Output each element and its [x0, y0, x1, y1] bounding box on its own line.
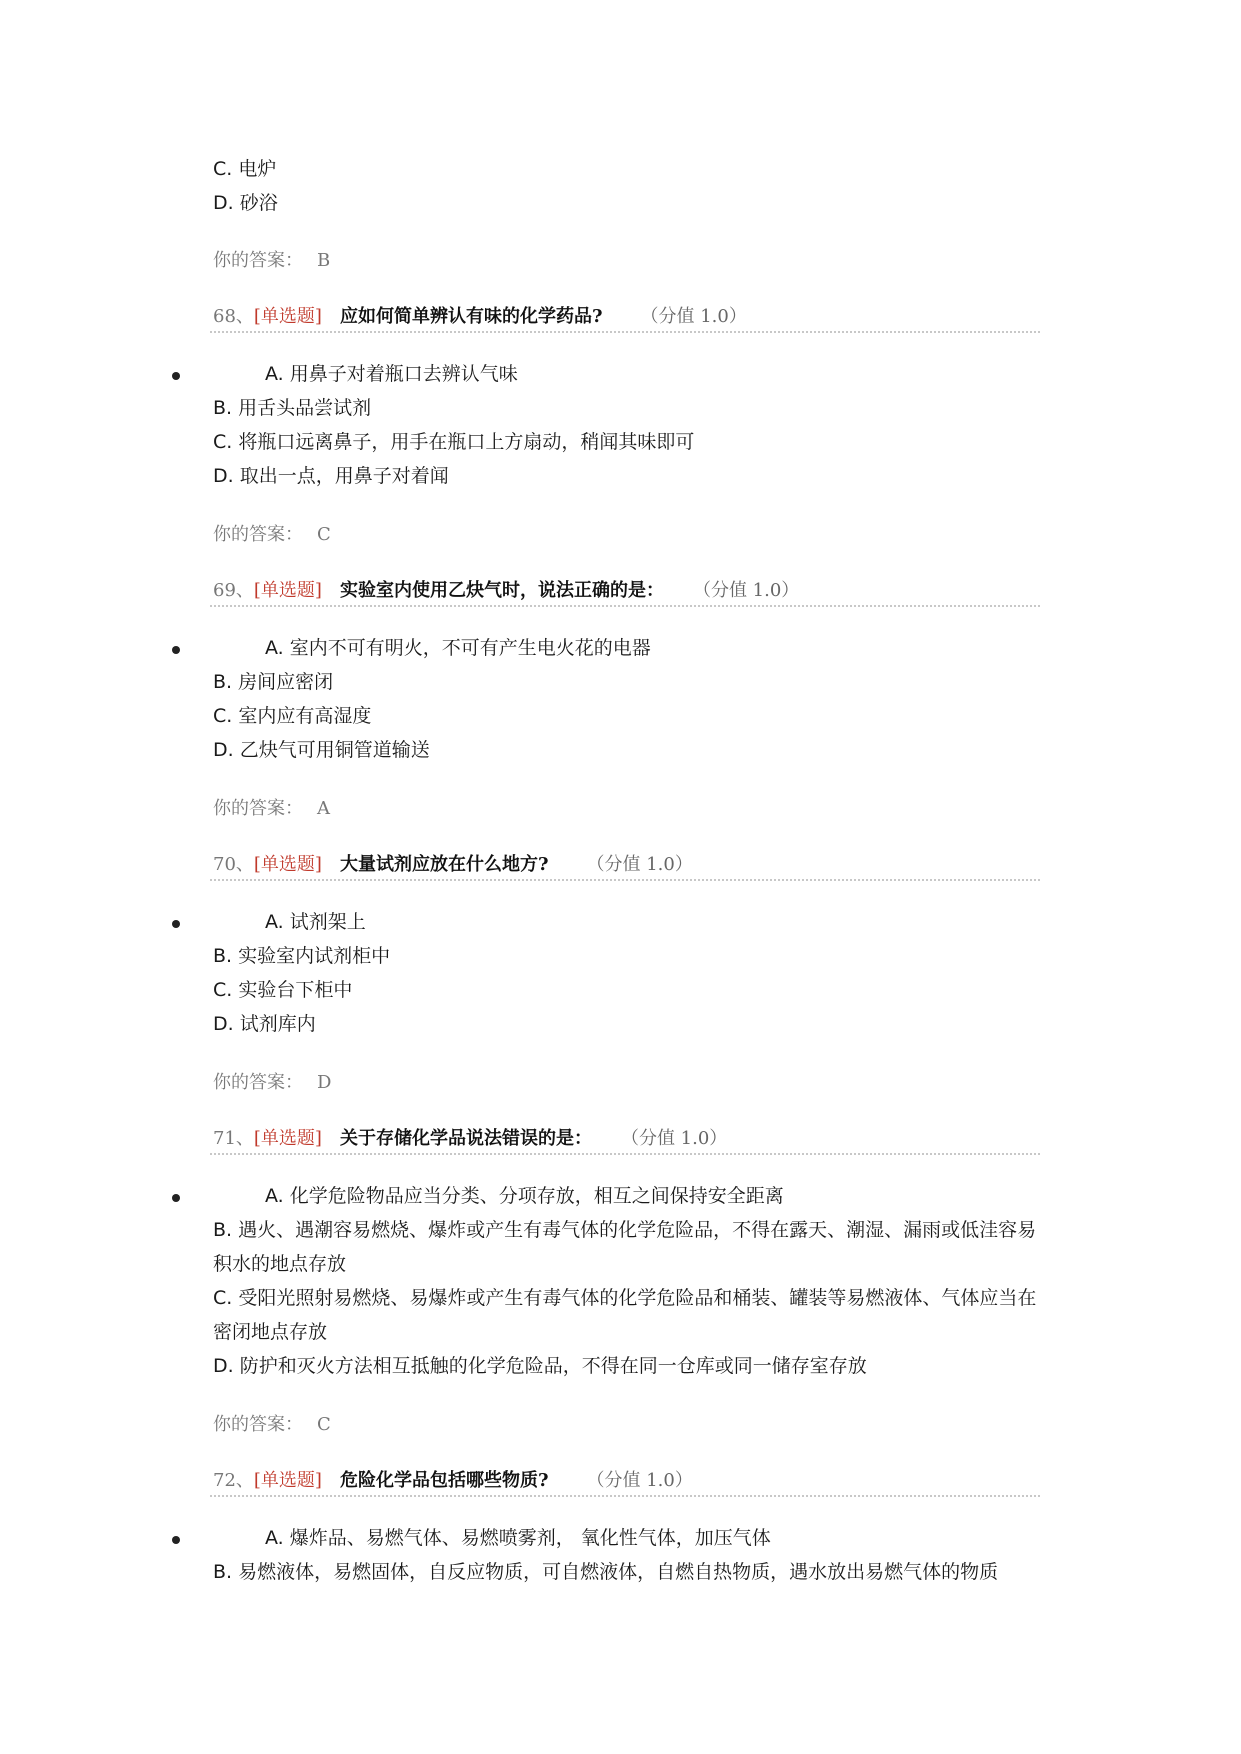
option-a: A. 室内不可有明火，不可有产生电火花的电器 [265, 637, 651, 659]
your-answer: 你的答案： D [213, 1072, 332, 1093]
option-d: D. 试剂库内 [213, 1013, 316, 1035]
your-answer: 你的答案： C [213, 524, 331, 545]
option-c: C. 电炉 [213, 158, 277, 180]
option-c: C. 室内应有高湿度 [213, 705, 372, 727]
your-answer: 你的答案： C [213, 1414, 331, 1435]
question-header: 72、[单选题] 危险化学品包括哪些物质? （分值 1.0） [213, 1470, 693, 1491]
bullet-icon [172, 920, 180, 928]
option-b: B. 实验室内试剂柜中 [213, 945, 391, 967]
option-a: A. 爆炸品、易燃气体、易燃喷雾剂， 氧化性气体，加压气体 [265, 1527, 771, 1549]
dotted-divider [210, 1495, 1040, 1497]
option-d: D. 防护和灭火方法相互抵触的化学危险品，不得在同一仓库或同一储存室存放 [213, 1355, 867, 1377]
your-answer: 你的答案： B [213, 250, 331, 271]
option-d: D. 取出一点，用鼻子对着闻 [213, 465, 449, 487]
bullet-icon [172, 1194, 180, 1202]
option-b: B. 房间应密闭 [213, 671, 334, 693]
bullet-icon [172, 646, 180, 654]
question-header: 71、[单选题] 关于存储化学品说法错误的是： （分值 1.0） [213, 1128, 728, 1149]
your-answer: 你的答案： A [213, 798, 330, 819]
option-d: D. 砂浴 [213, 192, 278, 214]
option-b: B. 易燃液体，易燃固体，自反应物质，可自燃液体，自燃自热物质，遇水放出易燃气体的物质 [213, 1561, 999, 1583]
option-b: B. 用舌头品尝试剂 [213, 397, 372, 419]
option-c: C. 实验台下柜中 [213, 979, 353, 1001]
option-c: C. 受阳光照射易燃烧、易爆炸或产生有毒气体的化学危险品和桶装、罐装等易燃液体、气体应当在密闭地点存放 [213, 1287, 1037, 1343]
option-a: A. 化学危险物品应当分类、分项存放，相互之间保持安全距离 [265, 1185, 784, 1207]
option-b: B. 遇火、遇潮容易燃烧、爆炸或产生有毒气体的化学危险品，不得在露天、潮湿、漏雨或低洼容易积水的地点存放 [213, 1219, 1037, 1275]
dotted-divider [210, 1153, 1040, 1155]
question-header: 70、[单选题] 大量试剂应放在什么地方? （分值 1.0） [213, 854, 693, 875]
question-header: 68、[单选题] 应如何简单辨认有味的化学药品? （分值 1.0） [213, 306, 747, 327]
dotted-divider [210, 879, 1040, 881]
option-a: A. 试剂架上 [265, 911, 366, 933]
option-a: A. 用鼻子对着瓶口去辨认气味 [265, 363, 518, 385]
dotted-divider [210, 331, 1040, 333]
question-header: 69、[单选题] 实验室内使用乙炔气时，说法正确的是： （分值 1.0） [213, 580, 800, 601]
bullet-icon [172, 1536, 180, 1544]
dotted-divider [210, 605, 1040, 607]
option-d: D. 乙炔气可用铜管道输送 [213, 739, 430, 761]
option-c: C. 将瓶口远离鼻子，用手在瓶口上方扇动，稍闻其味即可 [213, 431, 695, 453]
bullet-icon [172, 372, 180, 380]
